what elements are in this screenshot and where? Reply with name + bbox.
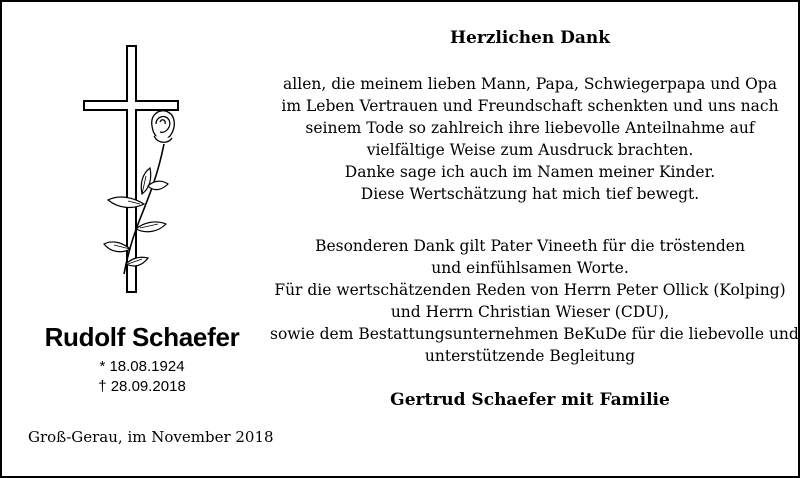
deceased-name: Rudolf Schaefer — [44, 322, 240, 352]
paragraph-line: Danke sage ich auch im Namen meiner Kinder. — [344, 163, 716, 181]
paragraph-line: Besonderen Dank gilt Pater Vineeth für die tröstenden — [315, 237, 745, 255]
place-and-date: Groß-Gerau, im November 2018 — [28, 428, 274, 446]
paragraph-line: unterstützende Begleitung — [424, 347, 636, 365]
birth-date: * 18.08.1924 — [99, 358, 185, 375]
signature: Gertrud Schaefer mit Familie — [390, 390, 670, 410]
death-date: † 28.09.2018 — [98, 378, 186, 395]
paragraph-line: Für die wertschätzenden Reden von Herrn Peter Ollick (Kolping) — [274, 281, 786, 299]
heading: Herzlichen Dank — [449, 28, 611, 48]
special-thanks-paragraph — [270, 235, 799, 367]
life-dates — [22, 357, 262, 397]
paragraph-line: Diese Wertschätzung hat mich tief bewegt. — [360, 185, 700, 203]
cross-with-rose-icon — [80, 44, 200, 294]
paragraph-line: und einfühlsamen Worte. — [431, 259, 629, 277]
thanks-paragraph — [270, 73, 790, 205]
paragraph-line: und Herrn Christian Wieser (CDU), — [390, 303, 670, 321]
paragraph-line: im Leben Vertrauen und Freundschaft schenkten und uns nach — [281, 97, 779, 115]
paragraph-line: allen, die meinem lieben Mann, Papa, Schwiegerpapa und Opa — [283, 75, 777, 93]
paragraph-line: vielfältige Weise zum Ausdruck brachten. — [366, 141, 694, 159]
paragraph-line: sowie dem Bestattungsunternehmen BeKuDe für die liebevolle und — [270, 325, 799, 343]
paragraph-line: seinem Tode so zahlreich ihre liebevolle Anteilnahme auf — [305, 119, 755, 137]
